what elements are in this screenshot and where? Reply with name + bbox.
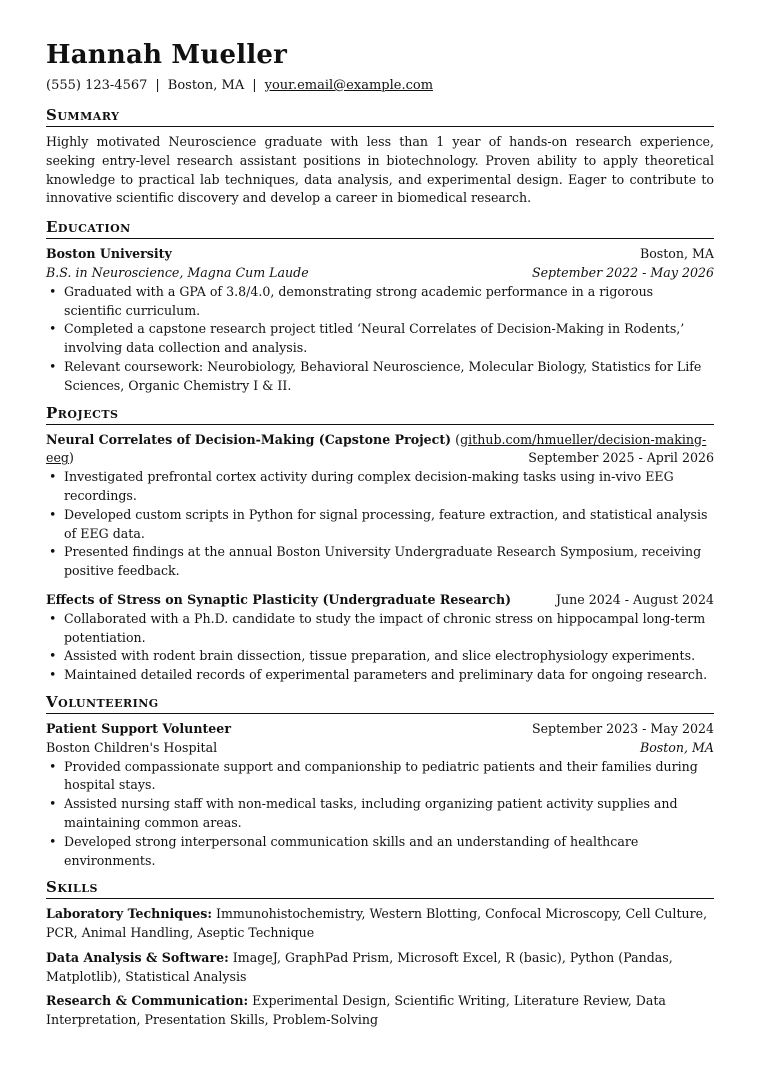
volunteer-location: Boston, MA bbox=[639, 739, 714, 755]
volunteer-entry-header bbox=[46, 720, 714, 739]
project-entry-header bbox=[46, 591, 714, 610]
volunteer-dates: September 2023 - May 2024 bbox=[531, 720, 714, 736]
section-heading-projects: Projects bbox=[46, 404, 714, 425]
skill-group-label: Research & Communication: bbox=[46, 993, 249, 1009]
volunteer-role: Patient Support Volunteer bbox=[46, 720, 231, 736]
skill-group-label: Laboratory Techniques: bbox=[46, 906, 212, 922]
project-bullets bbox=[46, 610, 714, 685]
list-item: • Provided compassionate support and companionship to pediatric patients and their families during hospital stays. bbox=[46, 758, 714, 796]
contact-separator: | bbox=[252, 78, 257, 93]
contact-separator: | bbox=[155, 78, 160, 93]
list-item: • Developed strong interpersonal communication skills and an understanding of healthcare environments. bbox=[46, 833, 714, 871]
list-item: • Investigated prefrontal cortex activity during complex decision-making tasks using in-vivo EEG recordings. bbox=[46, 468, 714, 506]
contact-line bbox=[46, 78, 714, 94]
list-item: • Completed a capstone research project titled ‘Neural Correlates of Decision-Making in Rodents,’ involving data collection and analysis. bbox=[46, 320, 714, 358]
skill-group-items: ImageJ, GraphPad Prism, Microsoft Excel, R (basic), Python (Pandas, Matplotlib), Statistical Analysis bbox=[46, 949, 673, 984]
section-heading-volunteering: Volunteering bbox=[46, 693, 714, 714]
education-entry-header bbox=[46, 245, 714, 264]
volunteer-bullets bbox=[46, 758, 714, 871]
volunteering-section bbox=[46, 693, 714, 870]
list-item: • Relevant coursework: Neurobiology, Behavioral Neuroscience, Molecular Biology, Statistics for Life Sciences, Organic Chemistry I & II. bbox=[46, 358, 714, 396]
skill-group bbox=[46, 992, 714, 1030]
education-section bbox=[46, 218, 714, 395]
institution-name: Boston University bbox=[46, 246, 172, 262]
phone-number: (555) 123-4567 bbox=[46, 78, 148, 93]
section-heading-summary: Summary bbox=[46, 106, 714, 127]
list-item: • Assisted with rodent brain dissection, tissue preparation, and slice electrophysiology experiments. bbox=[46, 647, 714, 666]
institution-location: Boston, MA bbox=[639, 246, 714, 262]
project-link[interactable]: github.com/hmueller/decision-making- bbox=[460, 431, 707, 447]
skills-section bbox=[46, 878, 714, 1030]
project-link-date-row: eeg) September 2025 - April 2026 bbox=[46, 449, 714, 468]
list-item: • Developed custom scripts in Python for signal processing, feature extraction, and statistical analysis of EEG data. bbox=[46, 506, 714, 544]
volunteer-organization: Boston Children's Hospital bbox=[46, 739, 218, 755]
project-dates: June 2024 - August 2024 bbox=[556, 591, 714, 607]
education-degree-row bbox=[46, 264, 714, 283]
project-name: Neural Correlates of Decision-Making (Capstone Project) bbox=[46, 431, 452, 447]
degree: B.S. in Neuroscience, Magna Cum Laude bbox=[46, 264, 309, 280]
skill-group bbox=[46, 949, 714, 987]
project-bullets bbox=[46, 468, 714, 581]
volunteer-org-row bbox=[46, 739, 714, 758]
list-item: • Graduated with a GPA of 3.8/4.0, demonstrating strong academic performance in a rigorous scientific curriculum. bbox=[46, 283, 714, 321]
skill-group-items: Experimental Design, Scientific Writing, Literature Review, Data Interpretation, Presentation Skills, Problem-Solving bbox=[46, 993, 666, 1028]
list-item: • Collaborated with a Ph.D. candidate to study the impact of chronic stress on hippocampal long-term potentiation. bbox=[46, 610, 714, 648]
summary-section bbox=[46, 106, 714, 208]
list-item: • Presented findings at the annual Boston University Undergraduate Research Symposium, receiving positive feedback. bbox=[46, 543, 714, 581]
email-link[interactable]: your.email@example.com bbox=[264, 78, 434, 93]
section-heading-education: Education bbox=[46, 218, 714, 239]
skill-group-label: Data Analysis & Software: bbox=[46, 949, 229, 965]
project-link-continued[interactable]: eeg bbox=[46, 450, 69, 466]
candidate-name: Hannah Mueller bbox=[46, 40, 288, 70]
section-heading-skills: Skills bbox=[46, 878, 714, 899]
skill-group bbox=[46, 905, 714, 943]
location: Boston, MA bbox=[167, 78, 245, 93]
project-name: Effects of Stress on Synaptic Plasticity (Undergraduate Research) bbox=[46, 591, 512, 607]
skill-group-items: Immunohistochemistry, Western Blotting, Confocal Microscopy, Cell Culture, PCR, Animal Handling, Aseptic Technique bbox=[46, 906, 708, 941]
project-entry-header: Neural Correlates of Decision-Making (Capstone Project) (github.com/hmueller/decision-making- bbox=[46, 431, 707, 447]
projects-section bbox=[46, 404, 714, 685]
summary-text: Highly motivated Neuroscience graduate with less than 1 year of hands-on research experience, seeking entry-level research assistant positions in biotechnology. Proven ability to apply theoretical knowledge to practical lab techniques, data analysis, and experimental design. Eager to contribute to innovative scientific discovery and develop a career in biomedical research. bbox=[46, 134, 714, 206]
list-item: • Maintained detailed records of experimental parameters and preliminary data for ongoing research. bbox=[46, 666, 714, 685]
education-dates: September 2022 - May 2026 bbox=[531, 264, 714, 280]
project-dates: September 2025 - April 2026 bbox=[528, 450, 714, 466]
list-item: • Assisted nursing staff with non-medical tasks, including organizing patient activity supplies and maintaining common areas. bbox=[46, 795, 714, 833]
education-bullets bbox=[46, 283, 714, 396]
